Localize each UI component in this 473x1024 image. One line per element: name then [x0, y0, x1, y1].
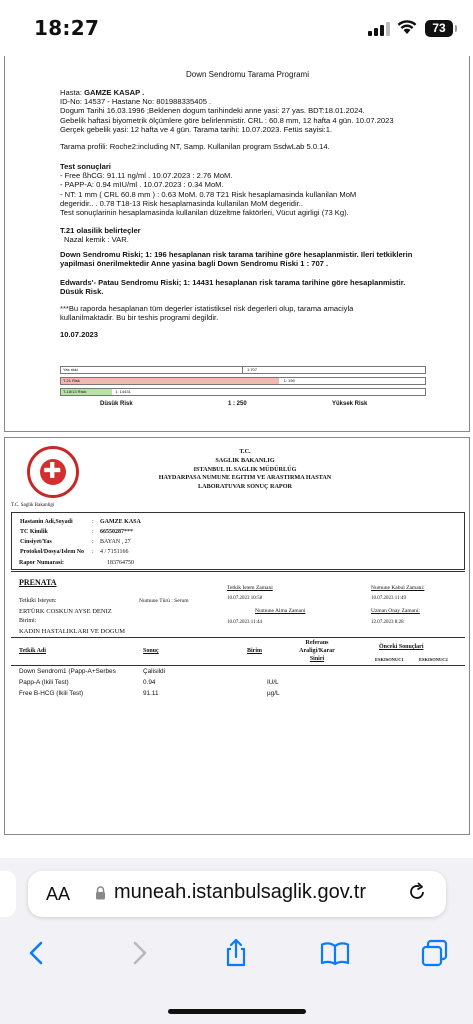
col-reference-line2: Araligi/Karar [299, 648, 335, 654]
risk-bar-fill [61, 378, 279, 384]
disclaimer [60, 304, 435, 322]
patient-field-value: 4 / 7151166 [100, 549, 129, 555]
disclaimer-line1: ***Bu raporda hesaplanan tüm degerler istatistiksel risk degerleri olup, tarama amaciyla [60, 304, 354, 313]
url-text[interactable]: muneah.istanbulsaglik.gov.tr [114, 881, 366, 903]
down-risk [60, 250, 435, 268]
report-number-label: Rapor Numarasi: [19, 560, 65, 566]
risk-bar-value: 1:707 [247, 367, 258, 372]
department-label: Birimi: [19, 618, 37, 624]
risk-bar-value: 1: 14431 [115, 389, 131, 394]
accept-time-label: Numune Kabul Zamani: [371, 585, 425, 591]
edwards-risk-line1: Edwards'- Patau Sendromu Riski; 1: 14431 hesaplanan risk tarama tarihine göre hesaplanmistir. [60, 278, 406, 287]
reload-icon[interactable] [406, 881, 428, 903]
logo-caption: T.C. Saglik Bakanligi [11, 503, 55, 508]
colon: : [92, 549, 94, 555]
home-indicator [168, 1009, 306, 1014]
approval-time-value: 12.07.2023 8:28 [371, 620, 404, 625]
col-reference-line3: Siniri [309, 656, 325, 662]
result-test-name: Free B-HCG (Ikili Test) [19, 690, 84, 697]
patient-field-label: Protokol/Dosya/Islem No [20, 549, 85, 555]
col-unit: Birim [247, 648, 262, 654]
result-unit: µg/L [267, 690, 280, 697]
ministry-logo [27, 446, 79, 498]
col-reference-line1: Referans [305, 640, 329, 646]
patient-field-label: TC Kimlik [20, 529, 48, 535]
col-test-name: Tetkik Adi [19, 648, 46, 654]
hasta-label: Hasta: [60, 88, 82, 97]
report-date: 10.07.2023 [60, 330, 99, 339]
risk-bar-label: T-21 Risk [63, 378, 80, 383]
forward-icon[interactable] [124, 938, 154, 968]
risk-bar [60, 388, 426, 396]
edwards-risk [60, 278, 435, 296]
col-previous: Önceki Sonuçlari [379, 644, 424, 650]
down-risk-line2: yapilmasi önerilmektedir Anne yasina bagli Down Sendromu Riski 1 : 707 . [60, 259, 329, 269]
report-page-2 [4, 437, 470, 835]
requester-label: Tetkiki Isteyen: [19, 598, 57, 604]
sample-collect-value: 10.07.2023 11:44 [227, 620, 262, 625]
risk-bar-label: T-18/13 Riski [63, 389, 87, 394]
report-number-value: 183764750 [107, 560, 134, 566]
header-line5: LABORATUVAR SONUÇ RAPOR [198, 483, 292, 491]
header-line2: SAGLIK BAKANLIG [215, 456, 275, 464]
divider [11, 637, 465, 638]
prenatal-heading: PRENATA [19, 578, 57, 587]
patient-field-value: BAYAN , 27 [100, 539, 131, 545]
page-settings-button[interactable]: AA [46, 884, 71, 904]
colon: : [92, 539, 94, 545]
colon: : [92, 529, 94, 535]
request-time-label: Tetkik Istem Zamani [227, 585, 273, 591]
test-bhcg: - Free ßhCG: 91.11 ng/ml . 10.07.2023 : 2.76 MoM. [60, 171, 233, 181]
tabs-icon[interactable] [420, 938, 450, 968]
test-results-heading: Test sonuçlari [60, 162, 111, 171]
result-test-name: Down Sendrom1 (Papp-A+Serbes [19, 668, 116, 675]
table-row [19, 679, 459, 690]
patient-field-label: Hastanin Adi,Soyadi [20, 519, 73, 525]
divider [11, 665, 465, 666]
patient-field-value: GAMZE KASA [100, 519, 141, 525]
lock-icon [95, 886, 106, 900]
colon: : [92, 519, 94, 525]
patient-field-value: 66550287*** [100, 529, 133, 535]
table-row [19, 668, 459, 679]
patient-name: GAMZE KASAP . [84, 88, 145, 97]
risk-bar [60, 377, 426, 385]
risk-axis-mid: 1 : 250 [228, 401, 247, 407]
result-value: Çalisildi [143, 668, 166, 675]
header-line1: T.C. [239, 448, 251, 455]
col-result: Sonuç [143, 648, 159, 654]
accept-time-value: 10.07.2023 11:49 [371, 596, 406, 601]
t21-heading: T.21 olasilik belirteçler [60, 226, 141, 235]
table-row [19, 690, 459, 701]
risk-bars [60, 366, 426, 399]
status-time: 18:27 [34, 16, 100, 40]
risk-axis-low: Düsük Risk [100, 401, 133, 407]
down-risk-line1: Down Sendromu Riski; 1: 196 hesaplanan risk tarama tarihine göre hesaplanmistir. Ileri tetkiklerin [60, 250, 413, 259]
test-nt-continued: degeridir.. . 0.78 T18-13 Risk hesaplamasinda kullanilan MoM degeridir.. [60, 198, 303, 208]
bookmarks-icon[interactable] [320, 938, 350, 968]
header-line4: HAYDARPASA NUMUNE EGITIM VE ARASTIRMA HASTAN [158, 474, 332, 482]
status-bar [0, 0, 473, 56]
col-prev2: ESKISONUC2 [419, 657, 448, 662]
sample-collect-label: Numune Alma Zamani [255, 608, 306, 614]
result-unit: IU/L [267, 679, 279, 686]
cellular-signal-icon [368, 22, 390, 36]
sample-type: Numune Türü : Serum [139, 598, 189, 604]
results-table [19, 668, 459, 701]
report-page-1 [4, 56, 470, 432]
birth-line: Dogum Tarihi 16.03.1996 ;Beklenen dogum tarihindeki anne yasi: 27 yas. BDT:18.01.2024. [60, 106, 365, 116]
header-line3: ISTANBUL IL SAGLIK MÜDÜRLÜG [193, 465, 297, 473]
risk-bar [60, 366, 426, 374]
back-icon[interactable] [22, 938, 52, 968]
divider [11, 571, 465, 572]
lab-report-header [135, 448, 355, 492]
battery-icon: 73 [425, 20, 453, 37]
test-pappa: - PAPP-A: 0.94 mIU/ml . 10.07.2023 : 0.34 MoM. [60, 180, 224, 190]
gestation-line: Gebelik haftasi biyometrik ölçümlere göre belirlenmistir. CRL : 60.8 mm, 12 hafta 4 gün. 10.07.2023 [60, 115, 394, 125]
patient-block [60, 88, 435, 134]
col-prev1: ESKISONUC1 [375, 657, 404, 662]
risk-bar-value: 1: 196 [283, 378, 295, 383]
test-results-block [60, 162, 435, 217]
col-reference [285, 639, 349, 663]
risk-bar-label: Yas riski [63, 367, 78, 372]
result-value: 0.94 [143, 679, 156, 686]
nasal-bone: Nazal kemik : VAR. [64, 235, 129, 245]
correction-factors: Test sonuçlarinin hesaplamasinda kullanilan düzeltme faktörleri, Vücut agirligi (73 Kg). [60, 208, 349, 218]
patient-field-label: Cinsiyet/Yas [20, 539, 52, 545]
department-value: KADIN HASTALIKLARI VE DOGUM [19, 628, 126, 635]
share-icon[interactable] [221, 938, 251, 968]
result-test-name: Papp-A (Ikili Test) [19, 679, 69, 686]
previous-tab-card[interactable] [0, 871, 16, 917]
edwards-risk-line2: Düsük Risk. [60, 287, 104, 297]
result-value: 91.11 [143, 690, 159, 697]
approval-time-label: Uzman Onay Zamani: [371, 608, 420, 614]
risk-bar-fill [61, 367, 243, 373]
test-nt: - NT: 1 mm ( CRL 60.8 mm ) : 0.63 MoM. 0.78 T21 Risk hesaplamasinda kullanilan MoM [60, 189, 357, 199]
report-title: Down Sendromu Tarama Programi [185, 70, 309, 79]
doctor-name: ERTÜRK COSKUN AYSE DENIZ [19, 608, 112, 615]
risk-axis-high: Yüksek Risk [332, 401, 368, 407]
profile-line: Tarama profili: Roche2:including NT, Samp. Kullanilan program SsdwLab 5.0.14. [60, 142, 330, 151]
t21-markers [60, 226, 435, 244]
disclaimer-line2: kullanilmaktadir. Bu bir teshis programi degildir. [60, 313, 219, 323]
wifi-icon [397, 19, 417, 35]
actual-gestation-line: Gerçek gebelik yasi: 12 hafta ve 4 gün. Tarama tarihi: 10.07.2023. Fetüs sayisi:1. [60, 124, 333, 134]
patient-info-box [11, 512, 465, 570]
request-time-value: 10.07.2023 10:58 [227, 596, 263, 601]
id-line: ID-No: 14537 - Hastane No: 801988335405 . [60, 97, 212, 107]
